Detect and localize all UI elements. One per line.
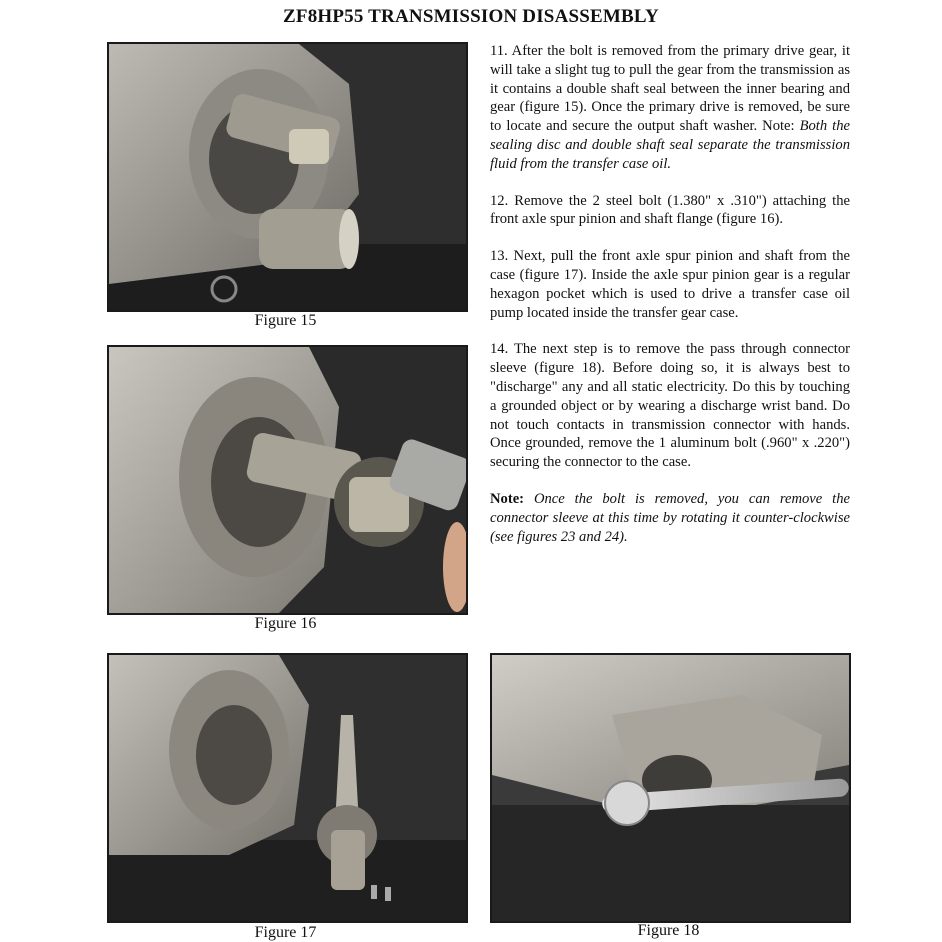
step-11-note-italic: Both the sealing disc and double shaft seal separate the transmission fluid from the transfer case oil.	[490, 118, 850, 172]
note-text: Once the bolt is removed, you can remove the connector sleeve at this time by rotating it counter-clockwise (see figures 23 and 24).	[490, 490, 850, 545]
instructions-text	[490, 42, 850, 564]
figure-17-photo	[107, 653, 468, 923]
figure-15-caption: Figure 15	[254, 312, 317, 329]
figure-15-photo	[107, 42, 468, 312]
note-paragraph	[490, 490, 850, 546]
step-13-paragraph: 13. Next, pull the front axle spur pinion and shaft from the case (figure 17). Inside the axle spur pinion gear is a regular hexagon pocket which is used to drive a transfer case oil pump located inside the transfer gear case.	[490, 248, 850, 321]
note-label: Note:	[490, 490, 525, 507]
figure-18-caption: Figure 18	[637, 922, 700, 939]
figure-17-caption: Figure 17	[254, 924, 317, 941]
figure-16-caption: Figure 16	[254, 615, 317, 632]
step-14-paragraph: 14. The next step is to remove the pass through connector sleeve (figure 18). Before doing so, it is always best to "discharge" any and all static electricity. Do this by touching a grounded object or by wearing a discharge wrist band. Do not touch contacts in transmission connector with hands. Once grounded, remove the 1 aluminum bolt (.960" x .220") securing the connector to the case.	[490, 341, 850, 471]
page-title: ZF8HP55 TRANSMISSION DISASSEMBLY	[283, 6, 659, 27]
figure-16-photo	[107, 345, 468, 615]
step-12-paragraph: 12. Remove the 2 steel bolt (1.380" x .310") attaching the front axle spur pinion and shaft flange (figure 16).	[490, 192, 850, 228]
step-11-text: 11. After the bolt is removed from the primary drive gear, it will take a slight tug to pull the gear from the transmission as it contains a double shaft seal between the inner bearing and gear (figure 15). Once the primary drive is removed, be sure to locate and secure the output shaft washer. Note:	[490, 43, 850, 135]
step-11-paragraph	[490, 42, 850, 174]
figure-18-photo	[490, 653, 851, 923]
